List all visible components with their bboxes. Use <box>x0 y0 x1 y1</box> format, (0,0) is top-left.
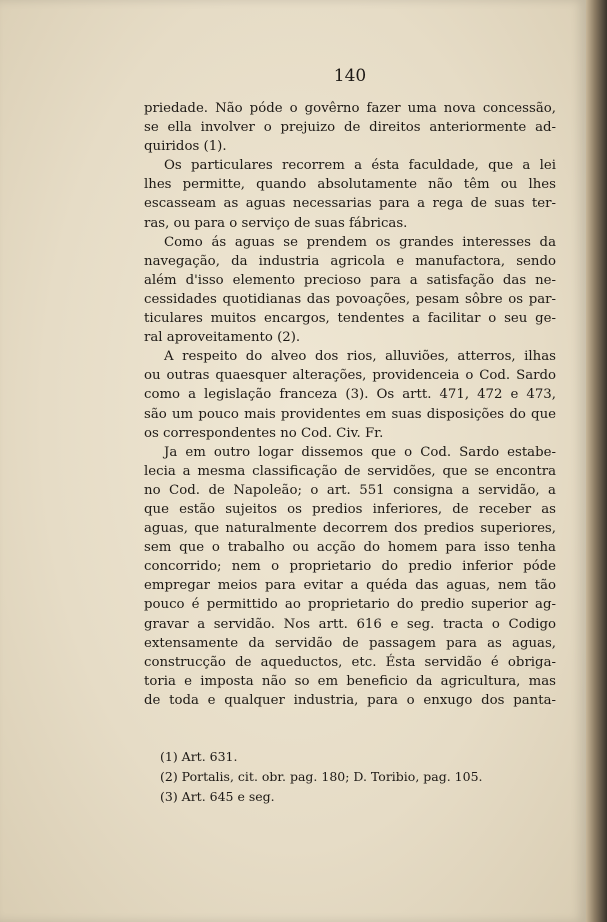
footnote: (3) Art. 645 e seg. <box>160 789 275 804</box>
text-line: sem que o trabalho ou acção do homem para isso tenha <box>144 540 556 556</box>
text-line: lecia a mesma classificação de servidões, que se encontra <box>144 463 556 479</box>
text-line: ral aproveitamento (2). <box>144 330 301 346</box>
text-line: os correspondentes no Cod. Civ. Fr. <box>144 425 384 441</box>
text-line: Como ás aguas se prendem os grandes interesses da <box>164 234 556 250</box>
text-line: são um pouco mais providentes em suas disposições do que <box>144 406 556 422</box>
text-line: Os particulares recorrem a ésta faculdade, que a lei <box>164 158 556 174</box>
text-line: além d'isso elemento precioso para a satisfação das ne- <box>144 272 556 288</box>
text-line: priedade. Não póde o govêrno fazer uma nova concessão, <box>144 101 556 116</box>
text-line: escasseam as aguas necessarias para a rega de suas ter- <box>144 196 556 212</box>
text-line: ras, ou para o serviço de suas fábricas. <box>144 215 408 231</box>
text-line: aguas, que naturalmente decorrem dos predios superiores, <box>144 521 556 537</box>
text-line: Ja em outro logar dissemos que o Cod. Sardo estabe- <box>164 444 556 460</box>
text-line: quiridos (1). <box>144 139 227 155</box>
text-line: ticulares muitos encargos, tendentes a facilitar o seu ge- <box>144 311 556 327</box>
text-line: que estão sujeitos os predios inferiores, de receber as <box>144 501 556 517</box>
text-line: se ella involver o prejuizo de direitos anteriormente ad- <box>144 120 556 136</box>
text-line: lhes permitte, quando absolutamente não têm ou lhes <box>144 177 556 193</box>
text-line: empregar meios para evitar a quéda das aguas, nem tão <box>144 578 556 594</box>
text-line: A respeito do alveo dos rios, alluviões, atterros, ilhas <box>164 349 556 365</box>
footnote: (2) Portalis, cit. obr. pag. 180; D. Toribio, pag. 105. <box>160 769 483 784</box>
page-number: 140 <box>333 66 367 86</box>
body-text <box>144 99 556 710</box>
footnote: (1) Art. 631. <box>160 749 238 764</box>
text-line: no Cod. de Napoleão; o art. 551 consigna a servidão, a <box>144 482 556 498</box>
text-line: de toda e qualquer industria, para o enxugo dos panta- <box>144 692 556 708</box>
text-line: concorrido; nem o proprietario do predio inferior póde <box>144 559 556 575</box>
text-line: como a legislação franceza (3). Os artt. 471, 472 e 473, <box>144 387 556 403</box>
text-line: toria e imposta não so em beneficio da agricultura, mas <box>144 673 556 689</box>
text-line: cessidades quotidianas das povoações, pesam sôbre os par- <box>144 291 556 307</box>
text-line: pouco é permittido ao proprietario do predio superior ag- <box>144 597 556 613</box>
text-line: construcção de aqueductos, etc. Ésta servidão é obriga- <box>144 654 556 670</box>
text-line: extensamente da servidão de passagem para as aguas, <box>144 635 556 651</box>
text-line: gravar a servidão. Nos artt. 616 e seg. tracta o Codigo <box>144 616 556 632</box>
footnotes <box>160 747 540 807</box>
text-line: ou outras quaesquer alterações, providenceia o Cod. Sardo <box>144 368 556 384</box>
page-edge <box>586 0 607 922</box>
text-line: navegação, da industria agricola e manufactora, sendo <box>144 253 556 269</box>
